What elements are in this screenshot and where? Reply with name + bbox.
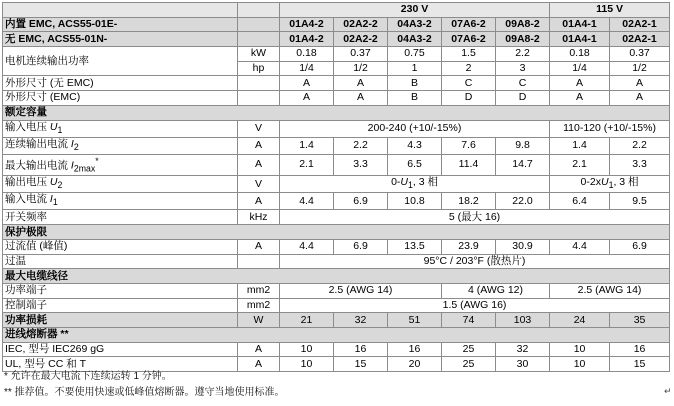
voltage-header-row bbox=[3, 3, 670, 18]
footnotes bbox=[4, 369, 285, 401]
value-cell: 32 bbox=[334, 313, 388, 328]
overcurrent-label: 过流值 (峰值) bbox=[3, 239, 238, 254]
switch-freq-row bbox=[3, 210, 670, 225]
input-voltage-label: 输入电压 $U_1$ bbox=[3, 120, 238, 137]
value-cell: 0.37 bbox=[334, 47, 388, 62]
value-cell: A bbox=[334, 76, 388, 91]
cable-section-row bbox=[3, 269, 670, 284]
overtemp-row bbox=[3, 254, 670, 269]
unit-cell: A bbox=[238, 193, 280, 210]
value-cell: D bbox=[496, 91, 550, 106]
type-code: 07A6-2 bbox=[442, 17, 496, 32]
switch-freq-value: 5 (最大 16) bbox=[280, 210, 670, 225]
frame-emc-label: 外形尺寸 (EMC) bbox=[3, 91, 238, 106]
frame-noemc-row bbox=[3, 76, 670, 91]
ul-fuse-label: UL, 型号 CC 和 T bbox=[3, 357, 238, 372]
value-cell: 24 bbox=[550, 313, 610, 328]
frame-emc-row bbox=[3, 91, 670, 106]
value-cell: 103 bbox=[496, 313, 550, 328]
output-voltage-230: $0-U_1$, 3 相 bbox=[280, 176, 550, 193]
cont-current-row bbox=[3, 137, 670, 154]
value-cell: A bbox=[550, 91, 610, 106]
value-cell: A bbox=[610, 91, 670, 106]
value-cell: 4.4 bbox=[550, 239, 610, 254]
switch-freq-label: 开关频率 bbox=[3, 210, 238, 225]
value-cell: C bbox=[442, 76, 496, 91]
value-cell: 6.9 bbox=[334, 193, 388, 210]
power-terminal-left: 2.5 (AWG 14) bbox=[280, 283, 442, 298]
noemc-type-row bbox=[3, 32, 670, 47]
input-voltage-row bbox=[3, 120, 670, 137]
unit-cell: A bbox=[238, 154, 280, 176]
power-terminal-right: 2.5 (AWG 14) bbox=[550, 283, 670, 298]
value-cell: 30.9 bbox=[496, 239, 550, 254]
type-code: 01A4-1 bbox=[550, 17, 610, 32]
value-cell: 2.2 bbox=[496, 47, 550, 62]
cable-section-title: 最大电缆线径 bbox=[3, 269, 670, 284]
value-cell: 0.18 bbox=[550, 47, 610, 62]
value-cell: 25 bbox=[442, 357, 496, 372]
value-cell: A bbox=[550, 76, 610, 91]
type-code: 02A2-2 bbox=[334, 17, 388, 32]
protection-section-row bbox=[3, 225, 670, 240]
value-cell: 10 bbox=[550, 357, 610, 372]
value-cell: A bbox=[280, 76, 334, 91]
output-voltage-row bbox=[3, 176, 670, 193]
value-cell: 10.8 bbox=[388, 193, 442, 210]
value-cell: 7.6 bbox=[442, 137, 496, 154]
value-cell: 9.8 bbox=[496, 137, 550, 154]
unit-cell: hp bbox=[238, 61, 280, 76]
value-cell: 6.4 bbox=[550, 193, 610, 210]
value-cell: 10 bbox=[280, 357, 334, 372]
value-cell: 22.0 bbox=[496, 193, 550, 210]
power-loss-row bbox=[3, 313, 670, 328]
type-code: 09A8-2 bbox=[496, 17, 550, 32]
emc-type-label: 内置 EMC, ACS55-01E- bbox=[3, 17, 238, 32]
protection-section-title: 保护极限 bbox=[3, 225, 670, 240]
value-cell: 3 bbox=[496, 61, 550, 76]
motor-power-label: 电机连续输出功率 bbox=[3, 47, 238, 76]
input-current-label: 输入电流 $I_1$ bbox=[3, 193, 238, 210]
value-cell: A bbox=[610, 76, 670, 91]
power-terminal-mid: 4 (AWG 12) bbox=[442, 283, 550, 298]
output-voltage-label: 输出电压 $U_2$ bbox=[3, 176, 238, 193]
control-terminal-label: 控制端子 bbox=[3, 298, 238, 313]
value-cell: 1 bbox=[388, 61, 442, 76]
unit-cell: kW bbox=[238, 47, 280, 62]
voltage-230-header: 230 V bbox=[280, 3, 550, 18]
unit-cell: mm2 bbox=[238, 298, 280, 313]
output-voltage-115: $0-2xU_1$, 3 相 bbox=[550, 176, 670, 193]
value-cell: 11.4 bbox=[442, 154, 496, 176]
value-cell: 2.2 bbox=[334, 137, 388, 154]
fuse-section-title: 进线熔断器 ** bbox=[3, 327, 670, 342]
motor-power-kw-row bbox=[3, 47, 670, 62]
value-cell: 16 bbox=[610, 342, 670, 357]
unit-cell: mm2 bbox=[238, 283, 280, 298]
footnote-fuse: ** 推荐值。不要使用快速或低峰值熔断器。遵守当地使用标准。 bbox=[4, 387, 285, 398]
value-cell: 74 bbox=[442, 313, 496, 328]
value-cell: B bbox=[388, 76, 442, 91]
unit-cell: A bbox=[238, 137, 280, 154]
value-cell: 3.3 bbox=[334, 154, 388, 176]
paragraph-return-mark: ↵ bbox=[664, 386, 672, 396]
value-cell: 25 bbox=[442, 342, 496, 357]
footnote-current: * 允许在最大电流下连续运转 1 分钟。 bbox=[4, 371, 172, 382]
value-cell: 21 bbox=[280, 313, 334, 328]
input-current-row bbox=[3, 193, 670, 210]
type-code: 02A2-2 bbox=[334, 32, 388, 47]
value-cell: 1/4 bbox=[550, 61, 610, 76]
value-cell: 2.2 bbox=[610, 137, 670, 154]
value-cell: 51 bbox=[388, 313, 442, 328]
iec-fuse-row bbox=[3, 342, 670, 357]
max-current-row bbox=[3, 154, 670, 176]
unit-cell: kHz bbox=[238, 210, 280, 225]
value-cell: 15 bbox=[610, 357, 670, 372]
type-code: 09A8-2 bbox=[496, 32, 550, 47]
value-cell: 23.9 bbox=[442, 239, 496, 254]
type-code: 01A4-2 bbox=[280, 17, 334, 32]
value-cell: 9.5 bbox=[610, 193, 670, 210]
value-cell: 1/4 bbox=[280, 61, 334, 76]
value-cell: 4.4 bbox=[280, 239, 334, 254]
value-cell: C bbox=[496, 76, 550, 91]
value-cell: 2 bbox=[442, 61, 496, 76]
overtemp-value: 95°C / 203°F (散热片) bbox=[280, 254, 670, 269]
voltage-115-header: 115 V bbox=[550, 3, 670, 18]
value-cell: 32 bbox=[496, 342, 550, 357]
unit-cell: A bbox=[238, 239, 280, 254]
value-cell: 4.4 bbox=[280, 193, 334, 210]
value-cell: 13.5 bbox=[388, 239, 442, 254]
power-terminal-label: 功率端子 bbox=[3, 283, 238, 298]
value-cell: 6.5 bbox=[388, 154, 442, 176]
control-terminal-value: 1.5 (AWG 16) bbox=[280, 298, 670, 313]
unit-cell: A bbox=[238, 342, 280, 357]
type-code: 04A3-2 bbox=[388, 32, 442, 47]
value-cell: 1/2 bbox=[610, 61, 670, 76]
value-cell: 6.9 bbox=[610, 239, 670, 254]
emc-type-row bbox=[3, 17, 670, 32]
unit-cell: A bbox=[238, 357, 280, 372]
value-cell: 1.4 bbox=[280, 137, 334, 154]
value-cell: 18.2 bbox=[442, 193, 496, 210]
fuse-section-row bbox=[3, 327, 670, 342]
value-cell: 16 bbox=[388, 342, 442, 357]
value-cell: 10 bbox=[280, 342, 334, 357]
rated-section-row bbox=[3, 105, 670, 120]
value-cell: A bbox=[334, 91, 388, 106]
value-cell: A bbox=[280, 91, 334, 106]
value-cell: 20 bbox=[388, 357, 442, 372]
value-cell: 2.1 bbox=[550, 154, 610, 176]
type-code: 02A2-1 bbox=[610, 32, 670, 47]
value-cell: B bbox=[388, 91, 442, 106]
type-code: 01A4-2 bbox=[280, 32, 334, 47]
value-cell: 10 bbox=[550, 342, 610, 357]
value-cell: 2.1 bbox=[280, 154, 334, 176]
value-cell: 1/2 bbox=[334, 61, 388, 76]
value-cell: 15 bbox=[334, 357, 388, 372]
input-voltage-115: 110-120 (+10/-15%) bbox=[550, 120, 670, 137]
type-code: 02A2-1 bbox=[610, 17, 670, 32]
iec-fuse-label: IEC, 型号 IEC269 gG bbox=[3, 342, 238, 357]
value-cell: 14.7 bbox=[496, 154, 550, 176]
type-code: 01A4-1 bbox=[550, 32, 610, 47]
unit-cell: W bbox=[238, 313, 280, 328]
control-terminal-row bbox=[3, 298, 670, 313]
frame-noemc-label: 外形尺寸 (无 EMC) bbox=[3, 76, 238, 91]
type-code: 04A3-2 bbox=[388, 17, 442, 32]
value-cell: 4.3 bbox=[388, 137, 442, 154]
unit-cell: V bbox=[238, 176, 280, 193]
value-cell: 6.9 bbox=[334, 239, 388, 254]
value-cell: 0.18 bbox=[280, 47, 334, 62]
value-cell: 1.4 bbox=[550, 137, 610, 154]
value-cell: 35 bbox=[610, 313, 670, 328]
value-cell: 1.5 bbox=[442, 47, 496, 62]
type-code: 07A6-2 bbox=[442, 32, 496, 47]
power-terminal-row bbox=[3, 283, 670, 298]
cont-current-label: 连续输出电流 $I_2$ bbox=[3, 137, 238, 154]
value-cell: 0.75 bbox=[388, 47, 442, 62]
overcurrent-row bbox=[3, 239, 670, 254]
rated-section-title: 额定容量 bbox=[3, 105, 670, 120]
max-current-label: 最大输出电流 $I_{2max}^*$ bbox=[3, 154, 238, 176]
power-loss-label: 功率损耗 bbox=[3, 313, 238, 328]
value-cell: 0.37 bbox=[610, 47, 670, 62]
unit-cell: V bbox=[238, 120, 280, 137]
spec-table bbox=[2, 2, 670, 372]
value-cell: 16 bbox=[334, 342, 388, 357]
value-cell: 30 bbox=[496, 357, 550, 372]
value-cell: D bbox=[442, 91, 496, 106]
input-voltage-230: 200-240 (+10/-15%) bbox=[280, 120, 550, 137]
noemc-type-label: 无 EMC, ACS55-01N- bbox=[3, 32, 238, 47]
overtemp-label: 过温 bbox=[3, 254, 238, 269]
value-cell: 3.3 bbox=[610, 154, 670, 176]
